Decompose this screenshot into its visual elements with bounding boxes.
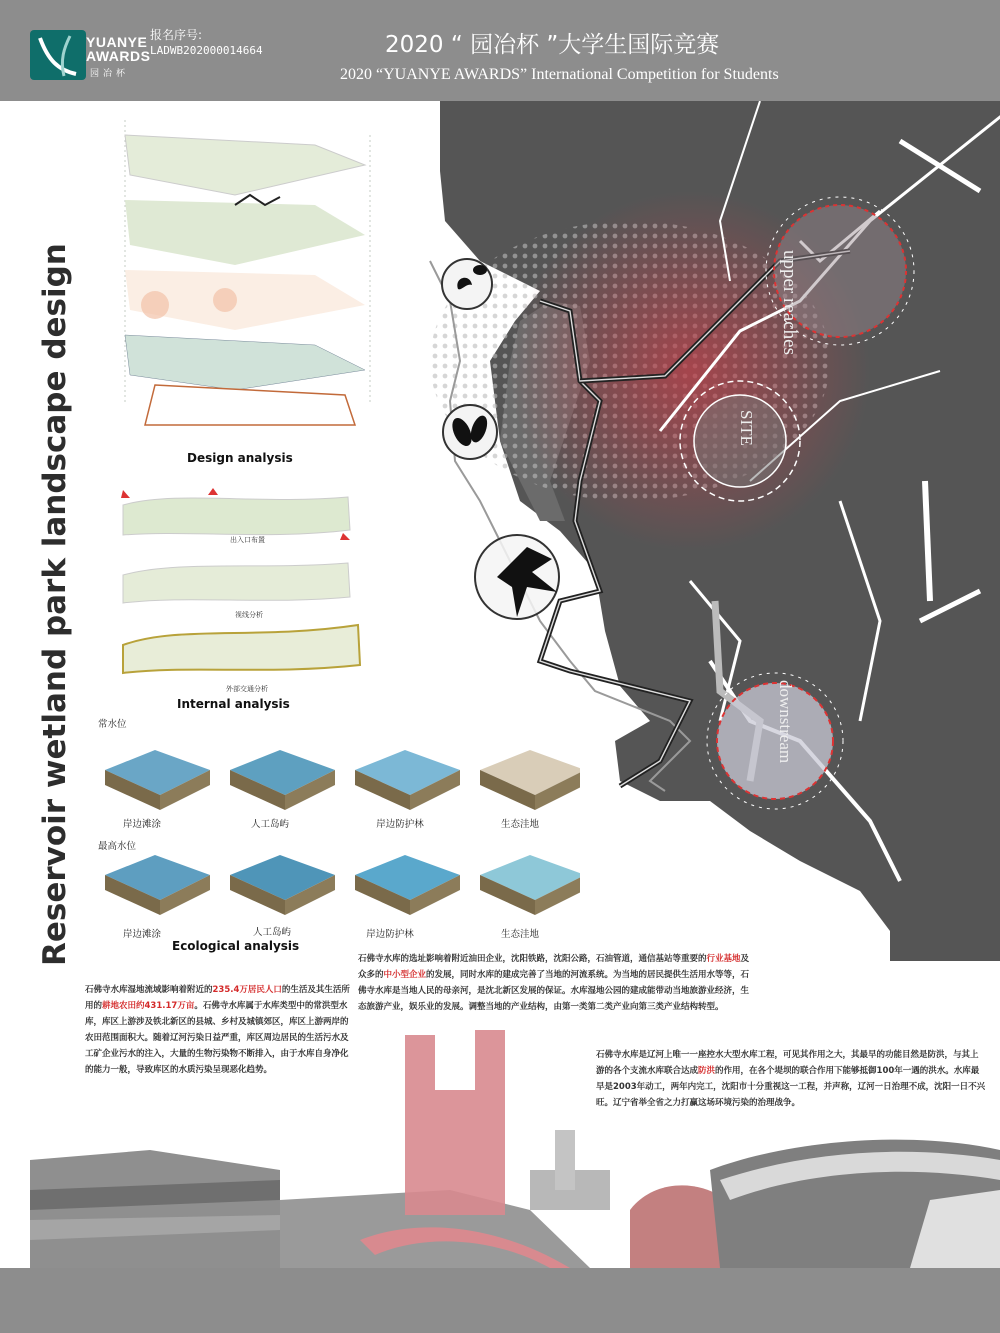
internal-analysis-strips: [118, 485, 373, 685]
sightline-caption: 视线分析: [235, 611, 263, 619]
paragraph-text: 的生活及其生活所用的: [85, 985, 350, 1011]
eco-row-normal: [100, 735, 580, 825]
title-chinese: 2020 “ 园冶杯 ”大学生国际竞赛: [385, 32, 720, 58]
eco-label-4b: 生态洼地: [500, 929, 539, 940]
paragraph-text: 。石佛寺水库属于水库类型中的常洪型水库，库区上游涉及铁北新区的县城、乡村及城镇郊区，库区上游两岸的农田范围面积大。随着辽河污染日益严重，库区周边居民的生活污水及工矿企业污水的注入，大量的生物污染物不断排入，由于水库自身净化的能力一般，导致库区的水质污染呈现恶化趋势。: [85, 1001, 349, 1075]
max-water-level: 最高水位: [98, 841, 137, 852]
bottom-collage: [30, 1030, 1000, 1268]
design-layers-diagram: [115, 105, 380, 445]
logo-icon: [30, 30, 86, 80]
logo-line3: 园冶杯: [90, 69, 130, 79]
eco-label-3: 岸边防护林: [376, 819, 424, 830]
eco-label-2: 人工岛屿: [250, 819, 289, 830]
upper-reaches-label: upper reaches: [779, 250, 800, 355]
design-analysis-heading: Design analysis: [187, 451, 293, 465]
logo-line2: AWARDS: [86, 48, 151, 64]
downstream-label: downstream: [776, 680, 795, 764]
registration-number: LADWB202000014664: [150, 44, 263, 57]
paragraph-text: 的作用，在各个堤坝的联合作用下能够抵御100年一遇的洪水。水库最早是2003年动工，两年内完工，沈阳市十分重视这一工程，并声称，辽河一日治理不成，沈阳一日不兴旺。辽宁省举全省之力打赢这场环境污染的治理战争。: [596, 1066, 986, 1108]
title-english: 2020 “YUANYE AWARDS” International Competition for Students: [340, 66, 779, 83]
eco-label-4: 生态洼地: [500, 819, 539, 830]
highlight-text: 中小型企业: [383, 970, 427, 980]
paragraph-text: 及众多的: [358, 954, 750, 980]
ecological-analysis-heading: Ecological analysis: [172, 939, 300, 953]
eco-label-2b: 人工岛屿: [252, 927, 291, 938]
eco-label-1: 岸边滩涂: [122, 819, 161, 830]
middle-paragraph: [358, 951, 753, 1015]
paragraph-text: 石佛寺水库是辽河上唯一一座控水大型水库工程，可见其作用之大，其最早的功能目然是防洪，与其上游的各个支流水库联合达成: [596, 1050, 979, 1076]
eco-label-3b: 岸边防护林: [366, 929, 414, 940]
species-circles: [432, 247, 572, 647]
eco-label-1b: 岸边滩涂: [122, 929, 161, 940]
traffic-caption: 外部交通分析: [226, 685, 268, 693]
highlight-text: 235.4万居民人口: [212, 985, 282, 995]
entrance-caption: 出入口布置: [230, 536, 265, 544]
registration-label: 报名序号:: [150, 28, 203, 42]
vertical-title: Reservoir wetland park landscape design: [37, 243, 73, 966]
normal-water-level: 常水位: [98, 719, 127, 730]
paragraph-text: 石佛寺水库的选址影响着附近油田企业，沈阳铁路，沈阳公路，石油管道，通信基站等重要的: [358, 954, 707, 964]
eco-row-max: [100, 840, 580, 930]
highlight-text: 耕地农田约431.17万亩: [102, 1001, 195, 1011]
highlight-text: 防洪: [698, 1066, 716, 1076]
internal-analysis-heading: Internal analysis: [177, 697, 290, 711]
paragraph-text: 的发展，同时水库的建成完善了当地的河流系统。为当地的居民提供生活用水等等，石佛寺水库是当地人民的母亲河，是沈北新区发展的保证。水库湿地公园的建成能带动当地旅游业经济，生态旅游产业，娱乐业的发展。调整当地的产业结构，由第一类第二类产业向第三类产业结构转型。: [358, 970, 750, 1012]
paragraph-text: 石佛寺水库湿地流域影响着附近的: [85, 985, 213, 995]
logo-line1: YUANYE: [86, 34, 148, 50]
highlight-text: 行业基地: [706, 954, 741, 964]
site-label: SITE: [737, 410, 756, 446]
footer-bar: [0, 1268, 1000, 1333]
